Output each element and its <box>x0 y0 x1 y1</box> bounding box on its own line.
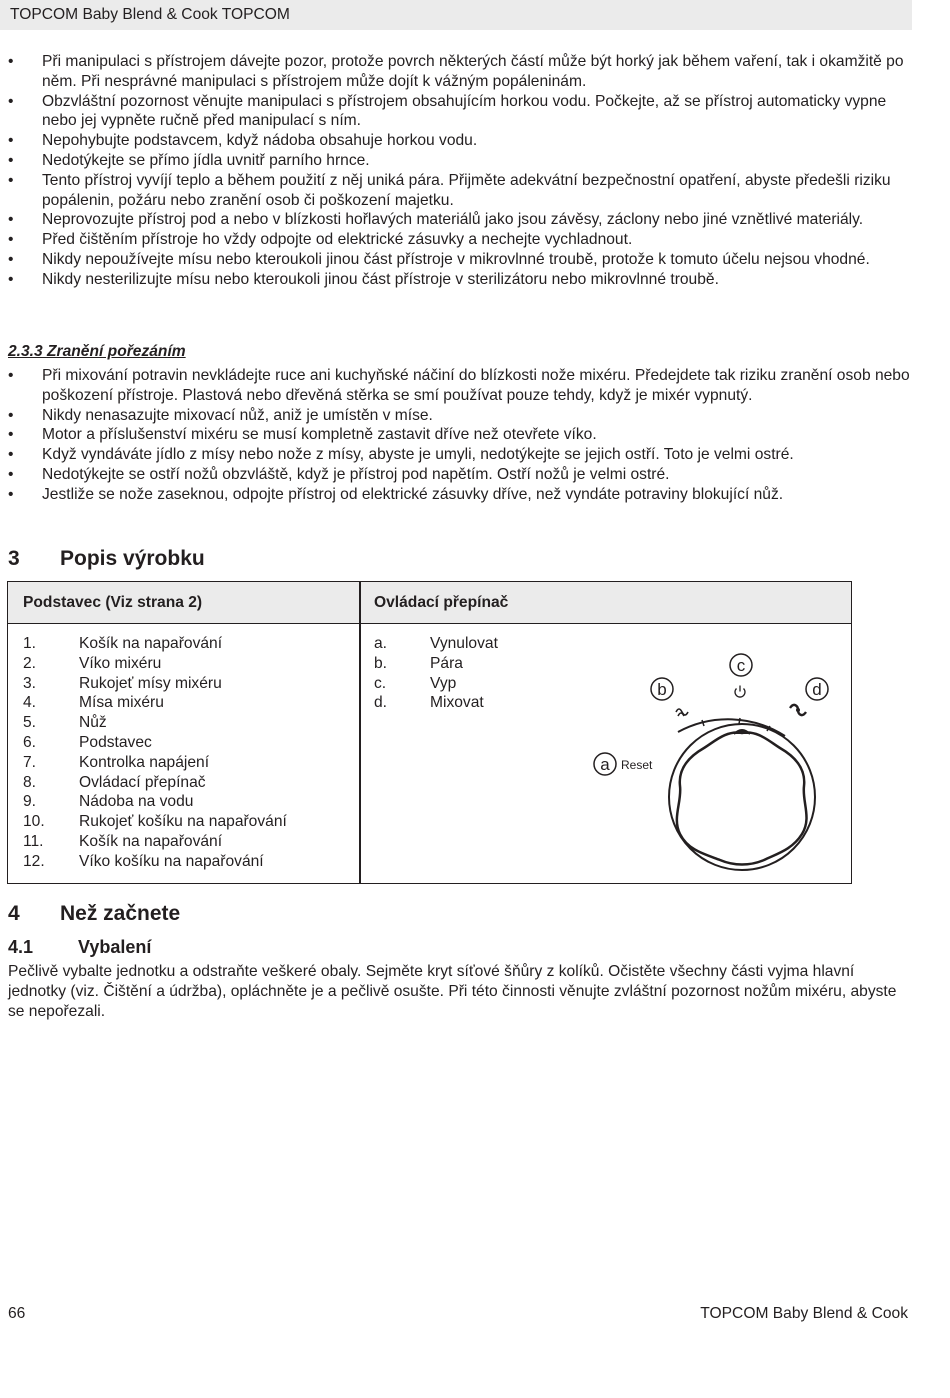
item-number: 10. <box>23 813 45 831</box>
bullet-dot: • <box>8 426 14 444</box>
bullet-item <box>8 92 912 132</box>
dial-reset-label: Reset <box>621 758 653 772</box>
bullet-dot: • <box>8 446 14 464</box>
item-label: Vynulovat <box>430 635 498 652</box>
bullet-text: Nikdy nenasazujte mixovací nůž, aniž je umístěn v míse. <box>42 406 433 424</box>
list-item <box>374 693 498 713</box>
item-number: c. <box>374 674 387 692</box>
bullet-text: Jestliže se nože zaseknou, odpojte přístroj od elektrické zásuvky dříve, než vyndáte potraviny blokující nůž. <box>42 485 784 503</box>
section-title: Popis výrobku <box>60 547 205 570</box>
item-number: a. <box>374 635 388 652</box>
item-number: d. <box>374 694 388 712</box>
bullet-text: Nikdy nesterilizujte mísu nebo kteroukoli jinou část přístroje v sterilizátoru nebo mikrovlnné troubě. <box>42 270 719 288</box>
bullet-dot: • <box>8 485 14 503</box>
bullet-dot: • <box>8 270 14 288</box>
item-label: Košík na napařování <box>79 635 223 652</box>
bullet-item <box>8 270 912 290</box>
list-item <box>23 832 287 852</box>
subsection-title: Vybalení <box>78 937 152 957</box>
column-divider <box>359 582 361 883</box>
list-item <box>23 654 287 674</box>
list-item <box>374 674 498 694</box>
running-header <box>0 0 912 30</box>
item-number: 3. <box>23 674 37 692</box>
bullet-text: Nepohybujte podstavcem, když nádoba obsahuje horkou vodu. <box>42 132 478 150</box>
bullet-dot: • <box>8 53 14 70</box>
section-number: 4 <box>8 902 20 925</box>
bullet-item <box>8 230 912 250</box>
bullet-dot: • <box>8 250 14 268</box>
item-label: Podstavec <box>79 733 152 751</box>
item-label: Mísa mixéru <box>79 694 164 712</box>
dial-label-c: c <box>736 656 746 675</box>
item-label: Rukojeť košíku na napařování <box>79 813 287 831</box>
item-label: Mixovat <box>430 694 484 712</box>
footer-product-name: TOPCOM Baby Blend & Cook <box>700 1305 908 1322</box>
subsection-number: 4.1 <box>8 937 34 957</box>
bullet-dot: • <box>8 132 14 150</box>
item-number: 8. <box>23 773 37 791</box>
item-number: 2. <box>23 654 37 672</box>
dial-knob <box>677 733 807 865</box>
dial-pointer <box>734 730 750 734</box>
bullet-dot: • <box>8 465 14 483</box>
list-item <box>23 852 287 872</box>
list-item <box>374 654 498 674</box>
bullet-item <box>8 445 912 465</box>
bullet-dot: • <box>8 406 14 424</box>
list-item <box>23 753 287 773</box>
list-item <box>374 634 498 654</box>
list-item <box>23 674 287 694</box>
item-number: 4. <box>23 694 37 712</box>
item-label: Rukojeť mísy mixéru <box>79 674 222 692</box>
bullet-dot: • <box>8 367 14 384</box>
list-item <box>23 773 287 793</box>
bullet-item <box>8 171 912 211</box>
item-label: Vyp <box>430 674 457 692</box>
item-number: 1. <box>23 635 37 652</box>
item-number: 6. <box>23 733 37 751</box>
bullet-text: Neprovozujte přístroj pod a nebo v blízkosti hořlavých materiálů jako jsou závěsy, záclony nebo jiné vznětlivé materiály. <box>42 211 864 229</box>
item-label: Víko mixéru <box>79 654 162 672</box>
bullet-item <box>8 425 912 445</box>
list-item <box>23 733 287 753</box>
unpacking-paragraph: Pečlivě vybalte jednotku a odstraňte veškeré obaly. Sejměte kryt síťové šňůry z kolíků. Očistěte všechny části vyjma hlavní jednotky (viz. Čištění a údržba), opláchněte je a pečlivě osušte. Při této činnosti věnujte zvláštní pozornost nožům mixéru, abyste se nepořezali. <box>8 963 897 1020</box>
section-heading-3 <box>8 547 205 571</box>
cut-injury-bullet-list <box>8 366 912 505</box>
dial-label-d: d <box>812 680 822 699</box>
item-label: Košík na napařování <box>79 832 223 850</box>
item-label: Nádoba na vodu <box>79 793 194 811</box>
bullet-item <box>8 131 912 151</box>
bullet-dot: • <box>8 211 14 229</box>
parts-list <box>23 634 287 872</box>
steam-icon <box>676 709 688 716</box>
item-label: Kontrolka napájení <box>79 753 210 771</box>
bullet-item <box>8 250 912 270</box>
item-number: 7. <box>23 753 37 771</box>
list-item <box>23 693 287 713</box>
item-number: 12. <box>23 852 45 870</box>
bullet-text: Motor a příslušenství mixéru se musí kompletně zastavit dříve než otevřete víko. <box>42 426 597 444</box>
bullet-dot: • <box>8 171 14 189</box>
bullet-text: Když vyndáváte jídlo z mísy nebo nože z mísy, abyste je umyli, nedotýkejte se jejich ostří. Toto je velmi ostré. <box>42 446 794 464</box>
bullet-item <box>8 210 912 230</box>
section-title: Než začnete <box>60 902 181 925</box>
list-item <box>23 634 287 654</box>
list-item <box>23 713 287 733</box>
bullet-text: Nedotýkejte se ostří nožů obzvláště, když je přístroj pod napětím. Ostří nožů je velmi ostré. <box>42 465 670 483</box>
bullet-text: Před čištěním přístroje ho vždy odpojte od elektrické zásuvky a nechejte vychladnout. <box>42 231 633 249</box>
column-header-base: Podstavec (Viz strana 2) <box>23 594 203 611</box>
bullet-item <box>8 406 912 426</box>
dial-label-a: a <box>600 755 610 774</box>
list-item <box>23 792 287 812</box>
bullet-item <box>8 485 912 505</box>
bullet-text: Při manipulaci s přístrojem dávejte pozor, protože povrch některých částí může být horký jak během vaření, tak i okamžitě po něm. Při nesprávné manipulaci s přístrojem může dojít k vážným popáleninám. <box>42 53 904 90</box>
bullet-item <box>8 151 912 171</box>
list-item <box>23 812 287 832</box>
bullet-dot: • <box>8 151 14 169</box>
item-label: Nůž <box>79 714 107 732</box>
bullet-dot: • <box>8 92 14 110</box>
item-label: Pára <box>430 654 463 672</box>
page-number: 66 <box>8 1305 26 1322</box>
blend-icon <box>790 705 806 715</box>
bullet-item <box>8 366 912 406</box>
item-number: 5. <box>23 714 37 732</box>
item-number: 11. <box>23 832 44 850</box>
running-header-title: TOPCOM Baby Blend & Cook TOPCOM <box>10 6 290 23</box>
switch-positions-list <box>374 634 498 713</box>
section-number: 3 <box>8 547 20 570</box>
section-heading-4 <box>8 902 180 926</box>
bullet-text: Při mixování potravin nevkládejte ruce ani kuchyňské náčiní do blízkosti nože mixéru. Předejdete tak riziku zranění osob nebo poškození přístroje. Plastová nebo dřevěná stěrka se smí používat pouze tehdy, když je mixér vypnutý. <box>42 367 910 404</box>
control-dial-diagram <box>580 640 840 880</box>
bullet-dot: • <box>8 231 14 249</box>
subsection-heading-41 <box>8 936 151 958</box>
safety-bullet-list <box>8 52 912 290</box>
bullet-item <box>8 465 912 485</box>
item-number: b. <box>374 654 388 672</box>
bullet-text: Tento přístroj vyvíjí teplo a během použití z něj uniká pára. Přijměte adekvátní bezpečnostní opatření, abyste předešli riziku popálenin, požáru nebo zranění osob či poškození majetku. <box>42 171 891 209</box>
dial-tick <box>702 720 704 726</box>
dial-label-b: b <box>657 680 667 699</box>
bullet-text: Nedotýkejte se přímo jídla uvnitř parního hrnce. <box>42 151 370 169</box>
item-label: Víko košíku na napařování <box>79 852 264 870</box>
subsection-heading-233: 2.3.3 Zranění pořezáním <box>8 343 186 360</box>
column-header-switch: Ovládací přepínač <box>374 594 509 611</box>
bullet-item <box>8 52 912 92</box>
bullet-text: Nikdy nepoužívejte mísu nebo kteroukoli jinou část přístroje v mikrovlnné troubě, protože k tomuto účelu nejsou vhodné. <box>42 250 870 268</box>
power-icon <box>735 686 745 698</box>
item-number: 9. <box>23 793 37 811</box>
bullet-text: Obzvláštní pozornost věnujte manipulaci s přístrojem obsahujícím horkou vodu. Počkejte, až se přístroj automaticky vypne nebo jej vypněte ručně před manipulací s ním. <box>42 92 887 130</box>
item-label: Ovládací přepínač <box>79 773 206 791</box>
